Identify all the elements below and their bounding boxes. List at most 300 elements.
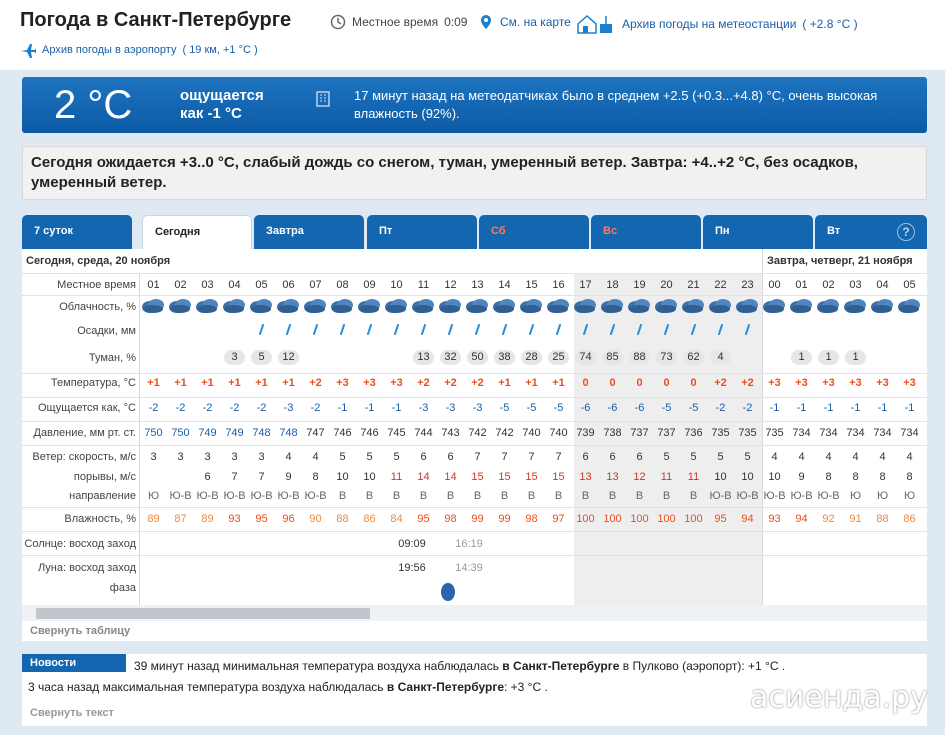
cell-wind: 3	[258, 451, 265, 463]
cell-temps: 0	[690, 377, 697, 389]
cell-wind: 6	[447, 451, 454, 463]
cell-direction: В	[527, 490, 536, 502]
local-time-label: Местное время	[352, 15, 439, 29]
rain-drop-icon	[446, 324, 456, 336]
fog-bubble: 3	[224, 350, 245, 365]
fog-bubble: 4	[710, 350, 731, 365]
cell-direction: Ю-В	[250, 490, 273, 502]
cell-direction: В	[392, 490, 401, 502]
cell-humidity: 95	[417, 513, 430, 525]
cell-feels: -2	[742, 402, 753, 414]
cell-gusts: 8	[879, 471, 886, 483]
cell-feels: -1	[796, 402, 807, 414]
airport-archive-link[interactable]	[20, 42, 258, 58]
row-divider	[22, 555, 927, 556]
cell-humidity: 86	[363, 513, 376, 525]
feels-like-label: ощущается	[180, 87, 264, 104]
cell-wind: 5	[663, 451, 670, 463]
cloud-icon	[654, 297, 678, 315]
rain-drop-icon	[743, 324, 753, 336]
cell-direction: В	[608, 490, 617, 502]
row-divider	[22, 445, 927, 446]
row-divider	[22, 295, 927, 296]
row-divider	[22, 531, 927, 532]
cell-gusts: 9	[285, 471, 292, 483]
help-icon[interactable]: ?	[897, 223, 915, 241]
cell-gusts: 10	[714, 471, 727, 483]
fog-bubble: 13	[413, 350, 434, 365]
cell-direction: Ю-В	[277, 490, 300, 502]
sunrise-time: 09:09	[398, 538, 426, 550]
fog-bubble: 25	[548, 350, 569, 365]
cell-pressure: 744	[414, 427, 433, 439]
cell-temps: +3	[822, 377, 835, 389]
cell-temps: +3	[768, 377, 781, 389]
cell-temps: +1	[282, 377, 295, 389]
collapse-text-link[interactable]: Свернуть текст	[30, 707, 114, 719]
cell-direction: В	[689, 490, 698, 502]
cell-feels: -1	[364, 402, 375, 414]
cell-pressure: 737	[630, 427, 649, 439]
cell-hours: 03	[849, 279, 862, 291]
cell-wind: 7	[474, 451, 481, 463]
cell-gusts: 14	[444, 471, 457, 483]
cell-hours: 04	[228, 279, 241, 291]
cell-temps: +2	[741, 377, 754, 389]
fog-bubble: 74	[575, 350, 596, 365]
cell-pressure: 750	[171, 427, 190, 439]
cell-direction: Ю-В	[709, 490, 732, 502]
cell-hours: 22	[714, 279, 727, 291]
cell-feels: -1	[337, 402, 348, 414]
cell-feels: -1	[877, 402, 888, 414]
cell-gusts: 13	[606, 471, 619, 483]
cloud-icon	[519, 297, 543, 315]
cell-temps: 0	[609, 377, 616, 389]
cell-pressure: 736	[684, 427, 703, 439]
cloud-icon	[735, 297, 759, 315]
cell-wind: 5	[339, 451, 346, 463]
cell-temps: 0	[582, 377, 589, 389]
tab-7-days[interactable]: 7 суток	[22, 215, 132, 249]
cell-wind: 3	[204, 451, 211, 463]
airplane-icon	[20, 42, 36, 58]
news-item-2	[28, 680, 548, 694]
fog-bubble: 32	[440, 350, 461, 365]
cloud-icon	[573, 297, 597, 315]
cell-humidity: 93	[228, 513, 241, 525]
rain-drop-icon	[662, 324, 672, 336]
sunset-time: 16:19	[455, 538, 483, 550]
cell-pressure: 742	[495, 427, 514, 439]
cell-temps: +1	[201, 377, 214, 389]
cell-wind: 5	[690, 451, 697, 463]
cell-direction: Ю-В	[817, 490, 840, 502]
cell-direction: В	[473, 490, 482, 502]
cell-feels: -1	[823, 402, 834, 414]
cell-direction: Ю-В	[223, 490, 246, 502]
cell-hours: 20	[660, 279, 673, 291]
fog-bubble: 85	[602, 350, 623, 365]
row-label-wind: Ветер: скорость, м/с	[32, 451, 136, 463]
row-divider	[22, 421, 927, 422]
cell-direction: В	[635, 490, 644, 502]
news-item-1-text: 39 минут назад минимальная температура воздуха наблюдалась	[134, 659, 503, 673]
cell-hours: 04	[876, 279, 889, 291]
cell-wind: 4	[798, 451, 805, 463]
cloud-icon	[195, 297, 219, 315]
moonset-time: 14:39	[455, 562, 483, 574]
cell-gusts: 8	[825, 471, 832, 483]
cell-hours: 18	[606, 279, 619, 291]
collapse-table-link[interactable]: Свернуть таблицу	[30, 625, 131, 637]
cell-temps: +2	[417, 377, 430, 389]
fog-bubble: 88	[629, 350, 650, 365]
map-link-text[interactable]: См. на карте	[500, 15, 571, 29]
cell-hours: 01	[147, 279, 160, 291]
hourly-table	[22, 249, 927, 641]
cell-humidity: 98	[525, 513, 538, 525]
cell-feels: -2	[256, 402, 267, 414]
map-pin-icon	[478, 14, 494, 30]
page-title: Погода в Санкт-Петербурге	[20, 9, 292, 31]
cell-pressure: 735	[765, 427, 784, 439]
cell-temps: +2	[309, 377, 322, 389]
cell-humidity: 99	[471, 513, 484, 525]
cell-temps: +3	[795, 377, 808, 389]
fog-bubble: 73	[656, 350, 677, 365]
row-label-clouds: Облачность, %	[59, 301, 136, 313]
feels-like-value: как -1 °C	[180, 105, 242, 122]
row-label-time: Местное время	[57, 279, 136, 291]
row-label-sun: Солнце: восход заход	[24, 538, 136, 550]
cell-pressure: 749	[225, 427, 244, 439]
cell-direction: В	[446, 490, 455, 502]
cell-hours: 06	[282, 279, 295, 291]
cloud-icon	[681, 297, 705, 315]
cell-pressure: 739	[576, 427, 595, 439]
cell-wind: 4	[825, 451, 832, 463]
local-time	[330, 14, 467, 30]
cell-feels: -6	[634, 402, 645, 414]
cell-temps: +3	[336, 377, 349, 389]
news-item-1	[134, 659, 785, 673]
cell-hours: 05	[255, 279, 268, 291]
cell-wind: 6	[420, 451, 427, 463]
cell-gusts: 15	[471, 471, 484, 483]
cloud-icon	[357, 297, 381, 315]
cell-temps: +3	[849, 377, 862, 389]
cloud-icon	[276, 297, 300, 315]
cell-pressure: 734	[873, 427, 892, 439]
cloud-icon	[465, 297, 489, 315]
cell-pressure: 734	[846, 427, 865, 439]
cell-feels: -6	[607, 402, 618, 414]
cloud-icon	[843, 297, 867, 315]
cell-gusts: 10	[363, 471, 376, 483]
row-divider	[22, 373, 927, 374]
cell-temps: +1	[498, 377, 511, 389]
cell-gusts: 15	[498, 471, 511, 483]
row-divider	[22, 273, 927, 274]
cloud-icon	[411, 297, 435, 315]
row-divider	[22, 507, 927, 508]
airport-archive-text[interactable]: Архив погоды в аэропорту	[42, 44, 177, 56]
cell-gusts: 12	[633, 471, 646, 483]
cell-temps: +2	[471, 377, 484, 389]
cell-gusts: 7	[258, 471, 265, 483]
cloud-icon	[762, 297, 786, 315]
row-label-temp: Температура, °C	[50, 377, 136, 389]
cell-wind: 5	[717, 451, 724, 463]
cell-wind: 5	[366, 451, 373, 463]
cloud-icon	[141, 297, 165, 315]
cell-direction: Ю	[876, 490, 889, 502]
cloud-icon	[897, 297, 921, 315]
local-time-value: 0:09	[444, 15, 468, 29]
airport-info[interactable]: ( 19 км, +1 °C )	[182, 44, 258, 56]
tab-saturday[interactable]: Сб	[479, 215, 589, 249]
cell-humidity: 94	[795, 513, 808, 525]
cloud-icon	[438, 297, 462, 315]
map-link[interactable]	[478, 14, 571, 30]
rain-drop-icon	[392, 324, 402, 336]
cell-gusts: 11	[687, 471, 700, 483]
cell-temps: +1	[525, 377, 538, 389]
row-label-direction: направление	[69, 490, 136, 502]
rain-drop-icon	[689, 324, 699, 336]
cell-humidity: 88	[336, 513, 349, 525]
cell-temps: +3	[876, 377, 889, 389]
cloud-icon	[789, 297, 813, 315]
cell-direction: В	[419, 490, 428, 502]
tab-friday[interactable]: Пт	[367, 215, 477, 249]
cell-pressure: 748	[252, 427, 271, 439]
cell-pressure: 747	[306, 427, 325, 439]
fog-bubble: 1	[791, 350, 812, 365]
cell-direction: Ю	[147, 490, 160, 502]
cell-wind: 4	[771, 451, 778, 463]
tab-today[interactable]: Сегодня	[142, 215, 252, 249]
cell-gusts: 11	[660, 471, 673, 483]
cell-hours: 01	[795, 279, 808, 291]
cell-hours: 16	[552, 279, 565, 291]
cell-pressure: 734	[819, 427, 838, 439]
cell-gusts: 10	[741, 471, 754, 483]
cell-hours: 00	[768, 279, 781, 291]
cell-temps: +2	[714, 377, 727, 389]
cell-humidity: 86	[903, 513, 916, 525]
cell-humidity: 98	[444, 513, 457, 525]
row-label-feels: Ощущается как, °C	[37, 402, 136, 414]
cloud-icon	[492, 297, 516, 315]
cell-humidity: 97	[552, 513, 565, 525]
cell-gusts: 7	[231, 471, 238, 483]
cell-feels: -6	[580, 402, 591, 414]
cell-wind: 4	[906, 451, 913, 463]
cell-humidity: 95	[714, 513, 727, 525]
cell-gusts: 8	[906, 471, 913, 483]
rain-drop-icon	[365, 324, 375, 336]
cell-humidity: 100	[603, 513, 622, 525]
cell-wind: 7	[528, 451, 535, 463]
cell-humidity: 89	[201, 513, 214, 525]
cell-feels: -2	[715, 402, 726, 414]
cell-humidity: 94	[741, 513, 754, 525]
cell-pressure: 745	[387, 427, 406, 439]
cell-temps: +3	[363, 377, 376, 389]
rain-drop-icon	[581, 324, 591, 336]
cell-gusts: 6	[204, 471, 211, 483]
cell-temps: +1	[255, 377, 268, 389]
tab-tuesday-label: Вт	[827, 225, 841, 237]
news-item-2-text: 3 часа назад максимальная температура воздуха наблюдалась	[28, 680, 387, 694]
station-archive-text[interactable]: Архив погоды на метеостанции	[622, 17, 797, 31]
feels-like	[180, 87, 290, 123]
tab-tomorrow[interactable]: Завтра	[254, 215, 364, 249]
cell-hours: 02	[174, 279, 187, 291]
cell-humidity: 95	[255, 513, 268, 525]
cell-hours: 14	[498, 279, 511, 291]
cell-humidity: 88	[876, 513, 889, 525]
clock-icon	[330, 14, 346, 30]
cell-pressure: 737	[657, 427, 676, 439]
tab-monday[interactable]: Пн	[703, 215, 813, 249]
cell-wind: 3	[150, 451, 157, 463]
fog-bubble: 38	[494, 350, 515, 365]
scrollbar-thumb[interactable]	[36, 608, 370, 619]
cell-temps: +1	[228, 377, 241, 389]
cell-direction: Ю-В	[763, 490, 786, 502]
tab-tuesday[interactable]	[815, 215, 927, 249]
cell-direction: Ю-В	[736, 490, 759, 502]
cell-direction: Ю	[849, 490, 862, 502]
cell-pressure: 735	[738, 427, 757, 439]
cell-wind: 7	[555, 451, 562, 463]
cell-feels: -2	[148, 402, 159, 414]
cell-temps: +2	[444, 377, 457, 389]
moonrise-time: 19:56	[398, 562, 426, 574]
cloud-icon	[627, 297, 651, 315]
cell-hours: 09	[363, 279, 376, 291]
sensor-message: 17 минут назад на метеодатчиках было в среднем +2.5 (+0.3...+4.8) °C, очень высокая влажность (92%).	[354, 88, 878, 121]
cell-pressure: 746	[360, 427, 379, 439]
row-label-moon: Луна: восход заход	[37, 562, 136, 574]
cell-hours: 19	[633, 279, 646, 291]
cell-pressure: 740	[522, 427, 541, 439]
cell-temps: +1	[147, 377, 160, 389]
rain-drop-icon	[311, 324, 321, 336]
tab-sunday[interactable]: Вс	[591, 215, 701, 249]
fog-bubble: 62	[683, 350, 704, 365]
rain-drop-icon	[473, 324, 483, 336]
cell-feels: -3	[445, 402, 456, 414]
cell-gusts: 15	[525, 471, 538, 483]
news-heading: Новости погоды	[22, 654, 126, 672]
cell-humidity: 100	[684, 513, 703, 525]
cell-hours: 08	[336, 279, 349, 291]
cell-wind: 7	[501, 451, 508, 463]
cell-hours: 15	[525, 279, 538, 291]
tomorrow-label: Завтра, четверг, 21 ноября	[767, 255, 913, 267]
cell-gusts: 8	[852, 471, 859, 483]
rain-drop-icon	[635, 324, 645, 336]
cell-hours: 11	[417, 279, 430, 291]
cell-feels: -3	[283, 402, 294, 414]
cell-hours: 05	[903, 279, 916, 291]
rain-drop-icon	[419, 324, 429, 336]
cell-wind: 4	[852, 451, 859, 463]
cell-humidity: 91	[849, 513, 862, 525]
cell-direction: В	[338, 490, 347, 502]
cell-temps: +1	[174, 377, 187, 389]
cell-feels: -3	[472, 402, 483, 414]
cell-gusts: 10	[768, 471, 781, 483]
row-label-gusts: порывы, м/с	[73, 471, 136, 483]
cell-direction: Ю-В	[169, 490, 192, 502]
cell-pressure: 738	[603, 427, 622, 439]
station-archive-link[interactable]	[576, 14, 858, 34]
cell-feels: -5	[688, 402, 699, 414]
rain-drop-icon	[284, 324, 294, 336]
cell-humidity: 100	[576, 513, 595, 525]
cloud-icon	[384, 297, 408, 315]
cell-wind: 4	[879, 451, 886, 463]
cell-temps: +3	[903, 377, 916, 389]
weather-station-icon	[576, 14, 616, 34]
cell-feels: -2	[202, 402, 213, 414]
cloud-icon	[222, 297, 246, 315]
cell-feels: -1	[850, 402, 861, 414]
horizontal-scrollbar[interactable]	[22, 605, 927, 621]
cell-wind: 6	[609, 451, 616, 463]
cell-temps: 0	[663, 377, 670, 389]
cell-feels: -5	[661, 402, 672, 414]
cloud-icon	[249, 297, 273, 315]
cell-wind: 6	[582, 451, 589, 463]
cell-hours: 07	[309, 279, 322, 291]
current-temperature: 2 °C	[54, 83, 133, 127]
cell-wind: 5	[744, 451, 751, 463]
label-column-divider	[139, 273, 140, 607]
cell-direction: В	[581, 490, 590, 502]
current-weather-panel	[22, 77, 927, 133]
cell-gusts: 15	[552, 471, 565, 483]
cell-humidity: 84	[390, 513, 403, 525]
cell-wind: 5	[393, 451, 400, 463]
cell-direction: Ю-В	[196, 490, 219, 502]
rain-drop-icon	[500, 324, 510, 336]
news-item-1-tail: в Пулково (аэропорт): +1 °C .	[619, 659, 786, 673]
fog-bubble: 12	[278, 350, 299, 365]
fog-bubble: 5	[251, 350, 272, 365]
cell-pressure: 734	[900, 427, 919, 439]
cell-pressure: 748	[279, 427, 298, 439]
cell-pressure: 735	[711, 427, 730, 439]
cloud-icon	[600, 297, 624, 315]
watermark: асиенда.ру	[750, 680, 928, 715]
cell-feels: -2	[175, 402, 186, 414]
cell-temps: 0	[636, 377, 643, 389]
cell-hours: 03	[201, 279, 214, 291]
station-temp[interactable]: ( +2.8 °C )	[802, 17, 858, 31]
cell-pressure: 749	[198, 427, 217, 439]
cell-direction: Ю-В	[304, 490, 327, 502]
cell-feels: -2	[310, 402, 321, 414]
cell-feels: -5	[526, 402, 537, 414]
cell-humidity: 100	[630, 513, 649, 525]
cell-wind: 6	[636, 451, 643, 463]
